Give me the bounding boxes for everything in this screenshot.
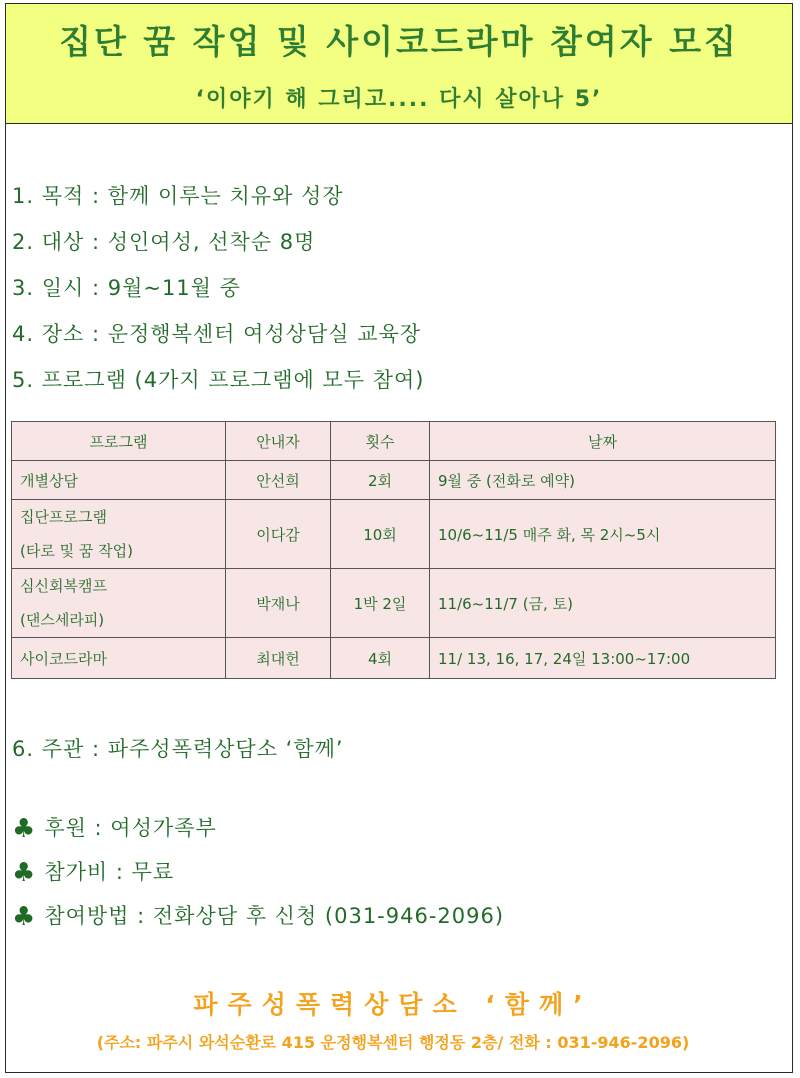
cell-guide: 이다감 [226,500,331,569]
cell-count: 2회 [331,461,430,500]
cell-guide: 안선희 [226,461,331,500]
cell-date: 11/ 13, 16, 17, 24일 13:00~17:00 [430,638,776,679]
club-icon: ♣ [12,858,37,888]
fee-line [12,856,174,888]
cell-count: 1박 2일 [331,569,430,638]
title-banner [6,4,792,124]
poster-title: 집단 꿈 작업 및 사이코드라마 참여자 모집 [59,22,739,61]
header-program: 프로그램 [12,422,226,461]
method-text: 참여방법 : 전화상담 후 신청 (031-946-2096) [44,904,505,928]
cell-program: 사이코드라마 [12,638,226,679]
cell-program-line1: 심신회복캠프 [20,577,107,595]
cell-program-line2: (댄스세라피) [20,611,105,629]
cell-program-line2: (타로 및 꿈 작업) [20,542,133,560]
table-row [12,638,776,679]
table-row [12,500,776,569]
fee-text: 참가비 : 무료 [44,860,175,884]
cell-date: 11/6~11/7 (금, 토) [430,569,776,638]
table-header-row [12,422,776,461]
program-table [11,421,776,679]
cell-program-line1: 집단프로그램 [20,508,107,526]
cell-program [12,500,226,569]
item-program: 5. 프로그램 (4가지 프로그램에 모두 참여) [12,368,425,392]
cell-date: 10/6~11/5 매주 화, 목 2시~5시 [430,500,776,569]
item-place: 4. 장소 : 운정행복센터 여성상담실 교육장 [12,322,422,346]
sponsor-text: 후원 : 여성가족부 [44,816,217,840]
cell-count: 10회 [331,500,430,569]
club-icon: ♣ [12,902,37,932]
item-host: 6. 주관 : 파주성폭력상담소 ‘함께’ [12,737,344,761]
table-row [12,569,776,638]
header-count: 횟수 [331,422,430,461]
item-schedule: 3. 일시 : 9월~11월 중 [12,276,241,300]
method-line [12,900,504,932]
poster-subtitle: ‘이야기 해 그리고.... 다시 살아나 5’ [195,87,603,112]
cell-program [12,569,226,638]
item-target: 2. 대상 : 성인여성, 선착순 8명 [12,230,316,254]
item-purpose: 1. 목적 : 함께 이루는 치유와 성장 [12,184,344,208]
footer-org: 파주성폭력상담소 ‘함께’ [193,990,593,1019]
footer-address: (주소: 파주시 와석순환로 415 운정행복센터 행정동 2층/ 전화 : 031-946-2096) [96,1033,690,1052]
cell-count: 4회 [331,638,430,679]
cell-program: 개별상담 [12,461,226,500]
header-guide: 안내자 [226,422,331,461]
cell-guide: 박재나 [226,569,331,638]
cell-guide: 최대헌 [226,638,331,679]
sponsor-line [12,812,217,844]
cell-date: 9월 중 (전화로 예약) [430,461,776,500]
club-icon: ♣ [12,814,37,844]
table-row [12,461,776,500]
header-date: 날짜 [430,422,776,461]
